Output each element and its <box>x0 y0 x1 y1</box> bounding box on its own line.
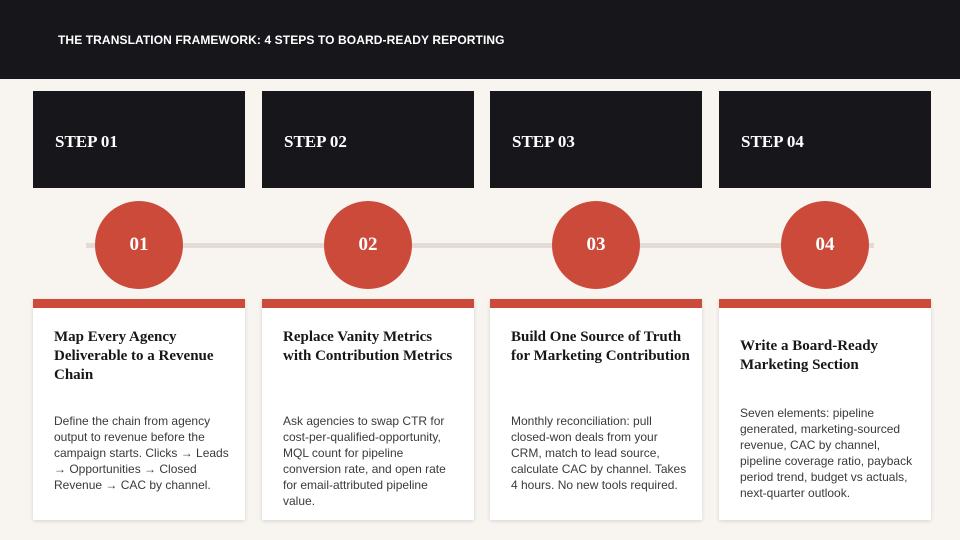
step-number-circle-2: 02 <box>324 201 412 289</box>
card-description: Seven elements: pipeline generated, marketing-sourced revenue, CAC by channel, pipeline coverage ratio, payback period trend, budget vs actuals, next-quarter outlook. <box>740 406 913 500</box>
card-title: Build One Source of Truth for Marketing Contribution <box>511 329 690 364</box>
step-header-3 <box>490 91 702 188</box>
step-number-circle-4: 04 <box>781 201 869 289</box>
card-description: Monthly reconciliation: pull closed-won deals from your CRM, match to lead source, calculate CAC by channel. Takes 4 hours. No new tools required. <box>511 414 687 492</box>
card-description: Ask agencies to swap CTR for cost-per-qualified-opportunity, MQL count for pipeline conversion rate, and open rate for email-attributed pipeline value. <box>283 414 446 508</box>
step-number-circle-3: 03 <box>552 201 640 289</box>
title-bar <box>0 0 960 79</box>
step-card-2 <box>262 299 474 520</box>
card-title: Map Every Agency Deliverable to a Revenue Chain <box>54 329 214 383</box>
step-label: STEP 04 <box>741 132 804 151</box>
step-label: STEP 01 <box>55 132 118 151</box>
card-title: Replace Vanity Metrics with Contribution Metrics <box>283 329 453 364</box>
step-number-circle-1: 01 <box>95 201 183 289</box>
step-header-4 <box>719 91 931 188</box>
card-accent-bar <box>262 299 474 308</box>
timeline-connector <box>86 243 874 248</box>
slide-title: THE TRANSLATION FRAMEWORK: 4 STEPS TO BOARD-READY REPORTING <box>58 33 505 47</box>
card-accent-bar <box>719 299 931 308</box>
step-card-4 <box>719 299 931 520</box>
step-card-3 <box>490 299 702 520</box>
step-label: STEP 03 <box>512 132 575 151</box>
step-header-1 <box>33 91 245 188</box>
step-card-1 <box>33 299 245 520</box>
card-accent-bar <box>490 299 702 308</box>
card-title: Write a Board-Ready Marketing Section <box>740 338 879 373</box>
step-label: STEP 02 <box>284 132 347 151</box>
step-header-2 <box>262 91 474 188</box>
card-accent-bar <box>33 299 245 308</box>
card-description: Define the chain from agency output to revenue before the campaign starts. Clicks → Leads → Opportunities → Closed Revenue → CAC by channel. <box>54 414 229 492</box>
